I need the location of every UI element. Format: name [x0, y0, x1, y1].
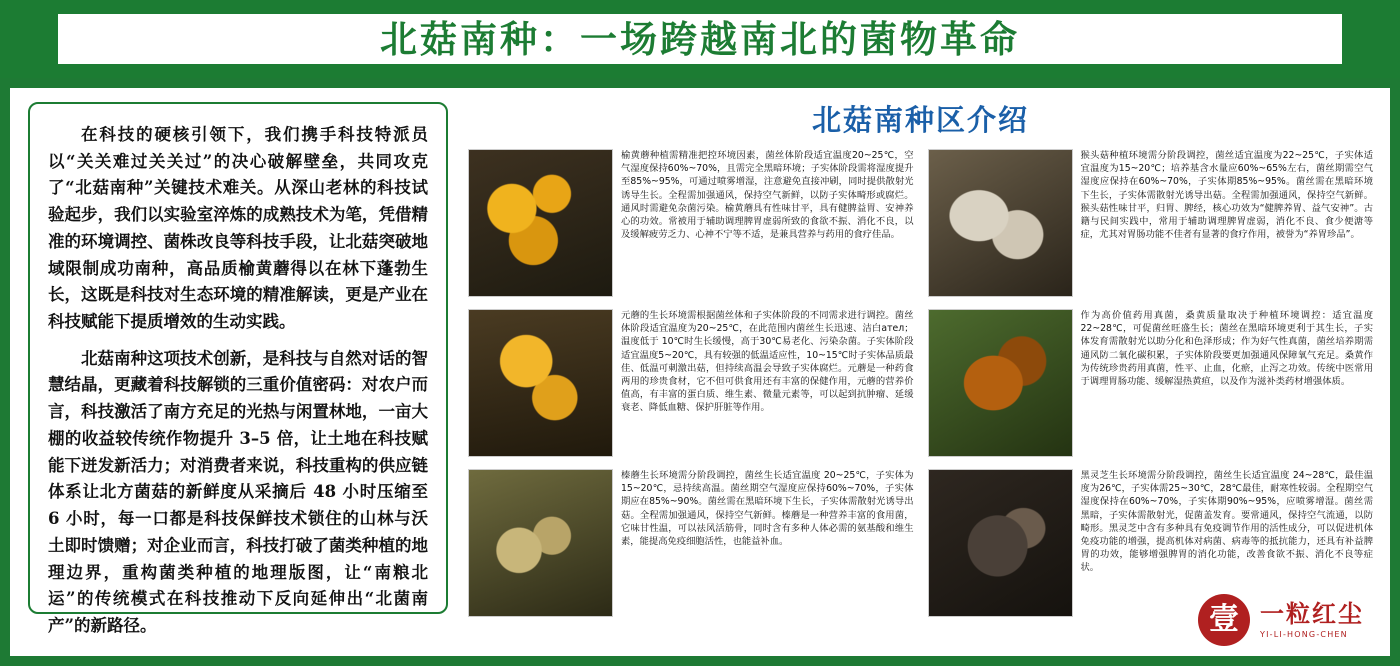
article-paragraph-1: 在科技的硬核引领下，我们携手科技特派员以“关关难过关关过”的决心破解壁垒，共同攻克了“北菇南种”关键技术难关。从深山老林的科技试验起步，我们以实验室淬炼的成熟技术为笔，凭借精准的环境调控、菌株改良等科技手段，让北菇突破地域限制成功南种，高品质榆黄蘑得以在林下蓬勃生长，这既是科技对生态环境的精准解读，更是产业在科技赋能下提质增效的生动实践。: [48, 125, 428, 332]
mushroom-photo-zhenmo: [468, 469, 613, 617]
brand-text: [1260, 601, 1364, 638]
mushroom-photo-sanghuang: [928, 309, 1073, 457]
mushroom-photo-houtou: [928, 149, 1073, 297]
mushroom-card: [468, 469, 914, 617]
mushroom-caption: 榛蘑生长环境需分阶段调控，菌丝生长适宜温度 20~25℃，子实体为15~20℃，忌持续高温。菌丝期空气湿度应保持60%~70%，子实体期应在85%~90%。菌丝需在黑暗环境下生长，子实体需散射光诱导出菇。全程需加强通风，保持空气新鲜。榛蘑是一种营养丰富的食用菌，它味甘性温，可以祛风活筋骨，同时含有多种人体必需的氨基酸和维生素，能提高免疫细胞活性，也能益补血。: [621, 470, 914, 547]
title-box: [55, 11, 1345, 67]
mushroom-photo-lingzhi: [928, 469, 1073, 617]
mushroom-caption: 黑灵芝生长环境需分阶段调控，菌丝生长适宜温度 24~28℃，最佳温度为26℃，子实体需25~30℃，28℃最佳，耐寒性较弱。全程期空气湿度保持在60%~70%，子实体期90%~95%，应喷雾增湿。菌丝需黑暗，子实体需散射光，促菌盖发育。要常通风，保持空气流通，以防畸形。黑灵芝中含有多种具有免疫调节作用的活性成分，可以促进机体免疫功能的增强，提高机体对病菌、病毒等的抵抗能力，还具有补益脾胃的功效，能够增强脾胃的消化功能，改善食欲不振、消化不良等症状。: [1080, 470, 1373, 574]
mushroom-card: [928, 149, 1374, 297]
mushroom-caption: 榆黄蘑种植需精准把控环境因素，菌丝体阶段适宜温度20~25℃，空气湿度保持60%~70%，且需完全黑暗环境；子实体阶段需将湿度提升至85%~95%，可通过喷雾增湿，注意避免直接冲刷，同时提供散射光诱导生长。全程需加强通风，保持空气新鲜，以防子实体畸形或腐烂。通风时需避免杂菌污染。榆黄蘑具有性味甘平，具有健脾益胃、安神养心的功效。常被用于辅助调理脾胃虚弱所致的食欲不振、消化不良，以及缓解疲劳乏力、心神不宁等不适，是兼具营养与药用的食疗佳品。: [621, 150, 914, 241]
body-panel: [10, 88, 1390, 656]
mushroom-caption: 作为高价值药用真菌，桑黄质量取决于种植环境调控：适宜温度 22~28℃，可促菌丝旺盛生长；菌丝在黑暗环境更利于其生长，子实体发育需散射光以助分化和色泽形成；作为好气性真菌，菌丝培养期需通风防二氧化碳积累，子实体阶段要更加强通风保障氧气充足。桑黄作为传统珍贵药用真菌，性平、止血，化瘀，止泻之功效。传统中医常用于调理胃肠功能、缓解湿热黄疸，以及作为滋补类药材增强体质。: [1080, 310, 1373, 387]
article-card: [28, 102, 448, 635]
page-title: 北菇南种：一场跨越南北的菌物革命: [380, 16, 1020, 61]
mushroom-photo-yuhuang: [468, 149, 613, 297]
mushroom-card-grid: [468, 149, 1373, 617]
mushroom-card: [468, 149, 914, 297]
mushroom-caption: 猴头菇种植环境需分阶段调控，菌丝适宜温度为22~25℃，子实体适宜温度为15~20℃；培养基含水量应60%~65%左右，菌丝期需空气湿度应保持在60%~70%，子实体期85%~95%。菌丝需在黑暗环境下生长，子实体需散射光诱导出菇。全程需加强通风，保持空气新鲜。猴头菇性味甘平，归胃、脾经，核心功效为“健脾养胃、益气安神”。古籍与民间实践中，常用于辅助调理脾胃虚弱，消化不良、食少便溏等症，尤其对胃肠功能不佳者有显著的食疗作用，被誉为“养胃珍品”。: [1080, 150, 1373, 241]
mushroom-caption: 元蘑的生长环境需根据菌丝体和子实体阶段的不同需求进行调控。菌丝体阶段适宜温度为20~25℃，在此范围内菌丝生长迅速、洁白ател；温度低于 10℃时生长缓慢，高于30℃易老化、污染杂菌。子实体阶段适宜温度5~20℃，具有较强的低温适应性，10~15℃时子实体品质最佳、低温可刺激出菇，但持续高温会导致子实体腐烂。元蘑是一种药食两用的珍贵食材，它不但可供食用还有丰富的保健作用，元蘑的营养价值高，有丰富的蛋白质、维生素、微量元素等，可以起到抗肿瘤、延缓衰老、降低血糖、保护肝脏等作用。: [621, 310, 914, 414]
brand-logo: [1198, 594, 1364, 646]
article-paragraph-2: 北菇南种这项技术创新，是科技与自然对话的智慧结晶，更藏着科技解锁的三重价值密码：对农户而言，科技激活了南方充足的光热与闲置林地，一亩大棚的收益较传统作物提升 3–5 倍，让土地在科技赋能下迸发新活力；对消费者来说，科技重构的供应链体系让北方菌菇的新鲜度从采摘后 48 小时压缩至 6 小时，每一口都是科技保鲜技术锁住的山林与沃土即时馈赠；对企业而言，科技打破了菌类种植的地理边界，重构菌类种植的地理版图，让“南粮北运”的传统模式在科技推动下反向延伸出“北菌南产”的新路径。: [48, 348, 428, 635]
intro-section: [468, 98, 1373, 643]
mushroom-photo-yuanmo: [468, 309, 613, 457]
poster-header-band: [0, 0, 1400, 78]
mushroom-card: [928, 309, 1374, 457]
brand-name-cn: 一粒红尘: [1260, 599, 1364, 629]
brand-seal-icon: 壹: [1198, 594, 1250, 646]
brand-name-en: YI-LI-HONG-CHEN: [1260, 629, 1348, 639]
mushroom-card: [468, 309, 914, 457]
section-title: 北菇南种区介绍: [811, 103, 1029, 137]
